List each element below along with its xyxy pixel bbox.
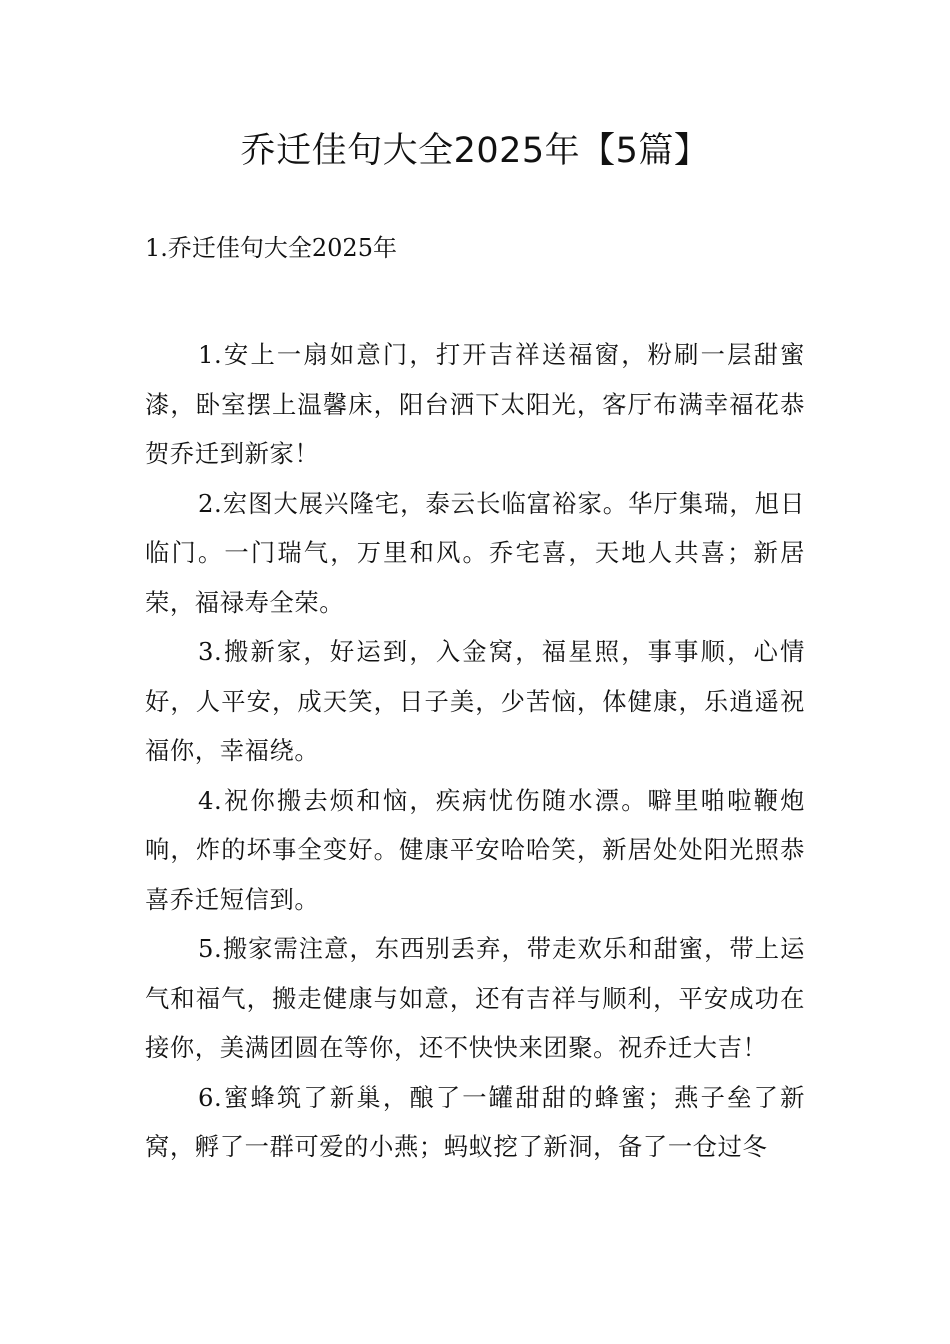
document-title: 乔迁佳句大全2025年【5篇】 xyxy=(240,131,710,171)
paragraph-6: 6.蜜蜂筑了新巢，酿了一罐甜甜的蜂蜜；燕子垒了新窝，孵了一群可爱的小燕；蚂蚁挖了新洞，备了一仓过冬 xyxy=(145,1082,805,1161)
paragraph-2: 2.宏图大展兴隆宅，泰云长临富裕家。华厅集瑞，旭日临门。一门瑞气，万里和风。乔宅喜，天地人共喜；新居荣，福禄寿全荣。 xyxy=(145,488,805,617)
body-text xyxy=(145,330,805,1172)
paragraph-1: 1.安上一扇如意门，打开吉祥送福窗，粉刷一层甜蜜漆，卧室摆上温馨床，阳台洒下太阳光，客厅布满幸福花恭贺乔迁到新家！ xyxy=(145,340,805,468)
paragraph-3: 3.搬新家，好运到，入金窝，福星照，事事顺，心情好，人平安，成天笑，日子美，少苦恼，体健康，乐逍遥祝福你，幸福绕。 xyxy=(145,637,805,765)
paragraph-4: 4.祝你搬去烦和恼，疾病忧伤随水漂。噼里啪啦鞭炮响，炸的坏事全变好。健康平安哈哈笑，新居处处阳光照恭喜乔迁短信到。 xyxy=(145,785,805,914)
section-heading: 1.乔迁佳句大全2025年 xyxy=(145,234,397,262)
paragraph-5: 5.搬家需注意，东西别丢弃，带走欢乐和甜蜜，带上运气和福气，搬走健康与如意，还有吉祥与顺利，平安成功在接你，美满团圆在等你，还不快快来团聚。祝乔迁大吉！ xyxy=(145,934,805,1062)
